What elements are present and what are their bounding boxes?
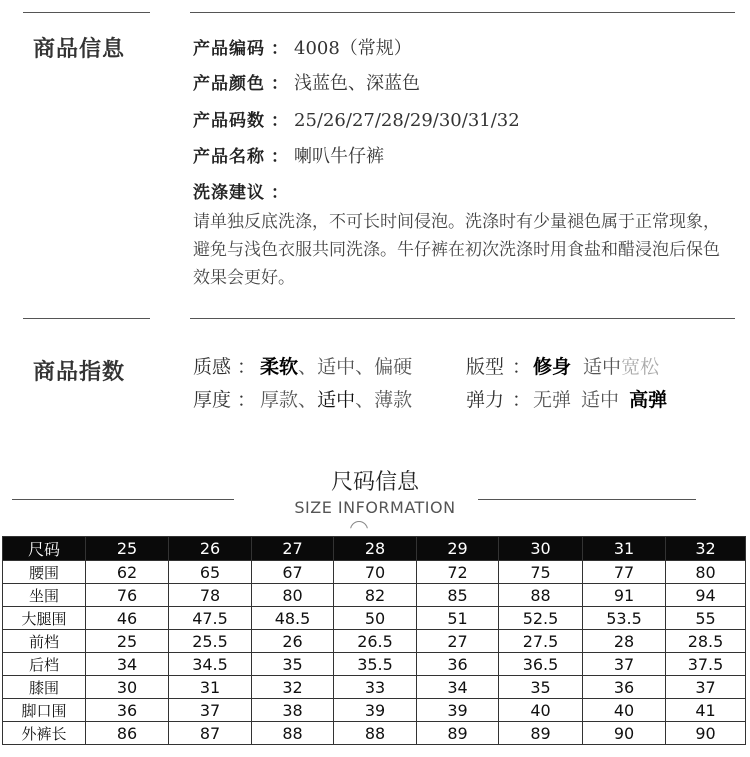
index-option: 厚款 xyxy=(260,389,299,411)
row-label: 坐围 xyxy=(3,584,86,607)
header-cell: 30 xyxy=(499,537,583,561)
table-cell: 51 xyxy=(417,607,499,630)
info-label: 产品编码 xyxy=(193,39,265,59)
table-cell: 34 xyxy=(417,676,499,699)
header-cell: 26 xyxy=(169,537,252,561)
table-row xyxy=(3,630,746,653)
index-top-rule-right xyxy=(190,318,735,319)
index-option: 无弹 xyxy=(533,389,572,411)
table-cell: 32 xyxy=(252,676,334,699)
row-label: 后档 xyxy=(3,653,86,676)
table-cell: 88 xyxy=(499,584,583,607)
header-cell: 29 xyxy=(417,537,499,561)
table-cell: 70 xyxy=(334,561,417,584)
row-label: 膝围 xyxy=(3,676,86,699)
table-cell: 27 xyxy=(417,630,499,653)
table-row xyxy=(3,699,746,722)
table-cell: 36 xyxy=(583,676,666,699)
table-cell: 85 xyxy=(417,584,499,607)
table-row xyxy=(3,607,746,630)
table-cell: 35.5 xyxy=(334,653,417,676)
size-section-title: 尺码信息 xyxy=(330,470,419,495)
table-cell: 37 xyxy=(666,676,746,699)
table-cell: 86 xyxy=(86,722,169,745)
table-cell: 39 xyxy=(334,699,417,722)
row-label: 腰围 xyxy=(3,561,86,584)
index-option: 适中 xyxy=(583,356,622,378)
table-row xyxy=(3,561,746,584)
table-row xyxy=(3,584,746,607)
table-cell: 38 xyxy=(252,699,334,722)
index-sep: 、 xyxy=(298,356,318,378)
info-colon: ： xyxy=(271,183,288,203)
info-row-code xyxy=(193,35,412,63)
table-cell: 48.5 xyxy=(252,607,334,630)
table-cell: 26 xyxy=(252,630,334,653)
index-label: 质感 xyxy=(193,356,232,378)
table-cell: 41 xyxy=(666,699,746,722)
index-colon: ： xyxy=(512,389,532,411)
table-row xyxy=(3,676,746,699)
index-option: 宽松 xyxy=(621,356,660,378)
info-label: 产品码数 xyxy=(193,111,265,131)
table-cell: 28.5 xyxy=(666,630,746,653)
table-cell: 52.5 xyxy=(499,607,583,630)
header-cell: 31 xyxy=(583,537,666,561)
index-option-selected: 柔软 xyxy=(260,356,299,378)
table-cell: 30 xyxy=(86,676,169,699)
table-cell: 78 xyxy=(169,584,252,607)
table-cell: 62 xyxy=(86,561,169,584)
table-cell: 36 xyxy=(86,699,169,722)
header-cell: 尺码 xyxy=(3,537,86,561)
row-label: 前档 xyxy=(3,630,86,653)
header-cell: 32 xyxy=(666,537,746,561)
index-colon: ： xyxy=(237,389,257,411)
info-row-wash xyxy=(193,179,294,207)
index-option: 适中 xyxy=(581,389,620,411)
index-elasticity xyxy=(466,385,667,415)
info-value: 25/26/27/28/29/30/31/32 xyxy=(294,110,520,131)
table-cell: 40 xyxy=(583,699,666,722)
info-colon: ： xyxy=(271,74,288,94)
table-cell: 25.5 xyxy=(169,630,252,653)
table-cell: 46 xyxy=(86,607,169,630)
table-cell: 80 xyxy=(252,584,334,607)
index-thickness xyxy=(193,385,412,415)
wash-instructions: 请单独反底洗涤，不可长时间侵泡。洗涤时有少量褪色属于正常现象，避免与浅色衣服共同洗涤。牛仔裤在初次洗涤时用食盐和醋浸泡后保色效果会更好。 xyxy=(193,212,720,288)
index-option-selected: 适中 xyxy=(317,389,356,411)
table-cell: 27.5 xyxy=(499,630,583,653)
info-label: 产品名称 xyxy=(193,147,265,167)
info-colon: ： xyxy=(271,147,288,167)
index-texture xyxy=(193,352,412,382)
header-cell: 25 xyxy=(86,537,169,561)
table-cell: 35 xyxy=(252,653,334,676)
table-cell: 53.5 xyxy=(583,607,666,630)
table-cell: 76 xyxy=(86,584,169,607)
table-cell: 25 xyxy=(86,630,169,653)
table-cell: 47.5 xyxy=(169,607,252,630)
index-colon: ： xyxy=(237,356,257,378)
row-label: 外裤长 xyxy=(3,722,86,745)
table-cell: 34 xyxy=(86,653,169,676)
size-table-header xyxy=(3,537,746,561)
info-value: 4008（常规） xyxy=(294,38,412,59)
index-label: 弹力 xyxy=(466,389,505,411)
table-cell: 40 xyxy=(499,699,583,722)
info-value: 浅蓝色、深蓝色 xyxy=(294,73,420,94)
info-top-rule-right xyxy=(190,12,735,13)
table-cell: 72 xyxy=(417,561,499,584)
info-row-sizes xyxy=(193,107,520,135)
size-section-subtitle: SIZE INFORMATION xyxy=(294,498,456,517)
info-label: 产品颜色 xyxy=(193,74,265,94)
table-cell: 65 xyxy=(169,561,252,584)
index-label: 厚度 xyxy=(193,389,232,411)
table-cell: 89 xyxy=(499,722,583,745)
table-cell: 37 xyxy=(169,699,252,722)
index-fit xyxy=(466,352,659,382)
index-sep: 、 xyxy=(298,389,318,411)
table-cell: 87 xyxy=(169,722,252,745)
table-cell: 36.5 xyxy=(499,653,583,676)
table-cell: 55 xyxy=(666,607,746,630)
info-label: 洗涤建议 xyxy=(193,183,265,203)
table-cell: 67 xyxy=(252,561,334,584)
table-cell: 91 xyxy=(583,584,666,607)
index-option: 适中 xyxy=(317,356,356,378)
index-sep: 、 xyxy=(355,356,375,378)
table-cell: 94 xyxy=(666,584,746,607)
table-row xyxy=(3,653,746,676)
index-sep: 、 xyxy=(355,389,375,411)
info-value: 喇叭牛仔裤 xyxy=(294,146,384,167)
table-cell: 90 xyxy=(666,722,746,745)
table-cell: 90 xyxy=(583,722,666,745)
table-cell: 26.5 xyxy=(334,630,417,653)
table-cell: 37.5 xyxy=(666,653,746,676)
table-cell: 36 xyxy=(417,653,499,676)
header-cell: 27 xyxy=(252,537,334,561)
index-option: 偏硬 xyxy=(374,356,413,378)
index-option-selected: 高弹 xyxy=(629,389,668,411)
size-table xyxy=(2,536,746,745)
table-cell: 31 xyxy=(169,676,252,699)
table-cell: 34.5 xyxy=(169,653,252,676)
index-option-selected: 修身 xyxy=(533,356,572,378)
info-colon: ： xyxy=(271,39,288,59)
info-row-color xyxy=(193,70,420,98)
info-section-title: 商品信息 xyxy=(33,37,126,62)
row-label: 脚口围 xyxy=(3,699,86,722)
table-cell: 33 xyxy=(334,676,417,699)
table-cell: 88 xyxy=(252,722,334,745)
row-label: 大腿围 xyxy=(3,607,86,630)
table-row xyxy=(3,722,746,745)
table-cell: 39 xyxy=(417,699,499,722)
table-cell: 89 xyxy=(417,722,499,745)
index-label: 版型 xyxy=(466,356,505,378)
index-colon: ： xyxy=(512,356,532,378)
index-section-title: 商品指数 xyxy=(33,360,126,385)
table-cell: 37 xyxy=(583,653,666,676)
table-cell: 35 xyxy=(499,676,583,699)
header-cell: 28 xyxy=(334,537,417,561)
index-option: 薄款 xyxy=(374,389,413,411)
table-cell: 82 xyxy=(334,584,417,607)
table-cell: 28 xyxy=(583,630,666,653)
table-cell: 88 xyxy=(334,722,417,745)
table-cell: 75 xyxy=(499,561,583,584)
info-top-rule-left xyxy=(23,12,150,13)
table-cell: 50 xyxy=(334,607,417,630)
table-cell: 77 xyxy=(583,561,666,584)
info-row-name xyxy=(193,143,384,171)
table-cell: 80 xyxy=(666,561,746,584)
info-colon: ： xyxy=(271,111,288,131)
index-top-rule-left xyxy=(23,318,150,319)
